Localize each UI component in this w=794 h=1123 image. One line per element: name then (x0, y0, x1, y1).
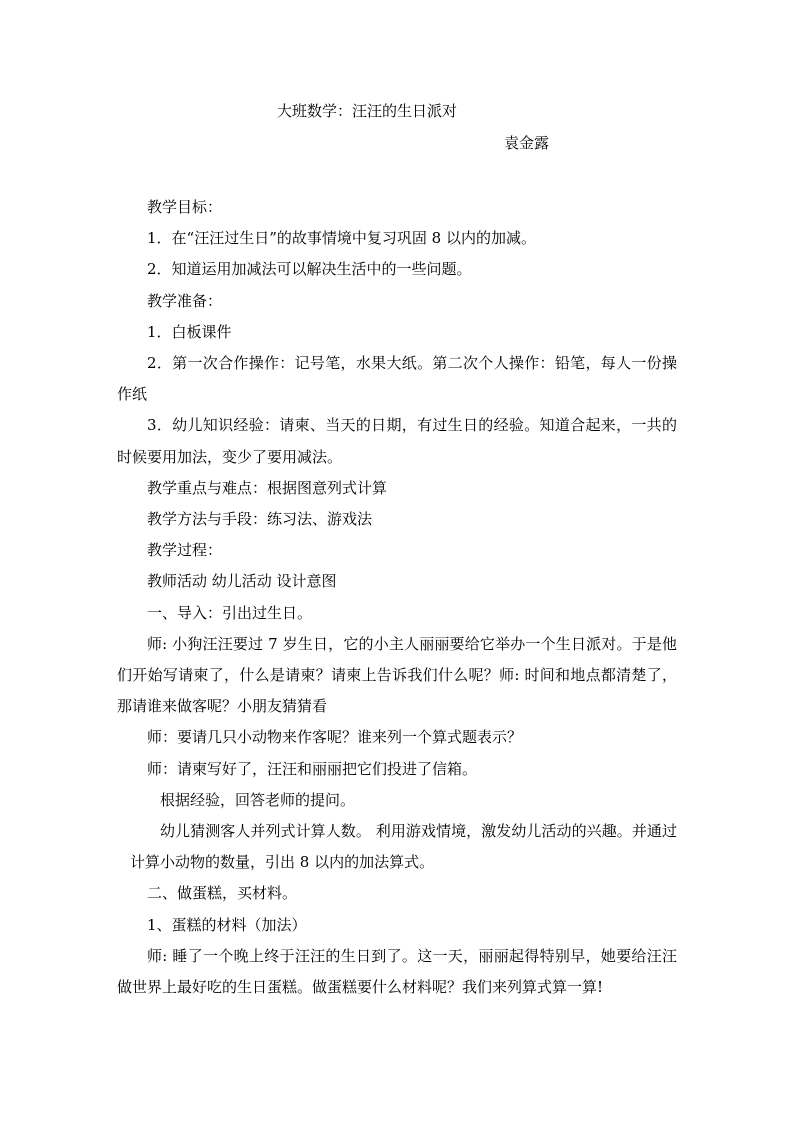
paragraph-goal-2: 2．知道运用加减法可以解决生活中的一些问题。 (147, 260, 472, 279)
paragraph-teacher-story-2: 师: 睡了一个晚上终于汪汪的生日到了。这一天，丽丽起得特别早，她要给汪汪做世界上最好吃的生日蛋糕。做蛋糕要什么材料呢？我们来列算式算一算! (117, 946, 677, 997)
document-title: 大班数学：汪汪的生日派对 (276, 102, 457, 120)
paragraph-child-answer: 根据经验，回答老师的提问。 (160, 790, 356, 809)
paragraph-key-points: 教学重点与难点：根据图意列式计算 (147, 478, 388, 497)
paragraph-teaching-preparation: 教学准备： (147, 291, 223, 310)
paragraph-methods: 教学方法与手段：练习法、游戏法 (147, 510, 373, 529)
document-body (117, 192, 677, 1003)
paragraph-child-guess-design: 幼儿猜测客人并列式计算人数。 利用游戏情境，激发幼儿活动的兴趣。并通过计算小动物的数量，引出 8 以内的加法算式。 (130, 822, 677, 872)
paragraph-goal-1: 1．在“汪汪过生日”的故事情境中复习巩固 8 以内的加减。 (147, 229, 536, 248)
paragraph-cake-materials: 1、蛋糕的材料（加法） (147, 915, 307, 934)
paragraph-teacher-letters: 师：请柬写好了，汪汪和丽丽把它们投进了信箱。 (147, 759, 478, 778)
paragraph-teaching-goals: 教学目标： (147, 198, 223, 216)
paragraph-teaching-process: 教学过程： (147, 541, 223, 560)
paragraph-prep-2: 2．第一次合作操作：记号笔，水果大纸。第二次个人操作：铅笔，每人一份操作纸 (117, 354, 677, 404)
paragraph-section-1-heading: 一、导入：引出过生日。 (147, 603, 313, 622)
paragraph-prep-1: 1．白板课件 (147, 322, 232, 341)
paragraph-teacher-question: 师：要请几只小动物来作客呢？谁来列一个算式题表示？ (147, 728, 523, 747)
paragraph-section-2-heading: 二、做蛋糕，买材料。 (147, 884, 298, 903)
paragraph-teacher-story-1: 师: 小狗汪汪要过 7 岁生日，它的小主人丽丽要给它举办一个生日派对。于是他们开始写请柬了，什么是请柬？请柬上告诉我们什么呢？师: 时间和地点都清楚了，那请谁来做客呢？小朋友猜猜看 (117, 634, 677, 716)
paragraph-activity-columns: 教师活动 幼儿活动 设计意图 (147, 572, 337, 591)
document-author: 袁金露 (504, 134, 550, 152)
paragraph-prep-3: 3．幼儿知识经验：请柬、当天的日期，有过生日的经验。知道合起来，一共的时候要用加法，变少了要用减法。 (117, 416, 677, 466)
